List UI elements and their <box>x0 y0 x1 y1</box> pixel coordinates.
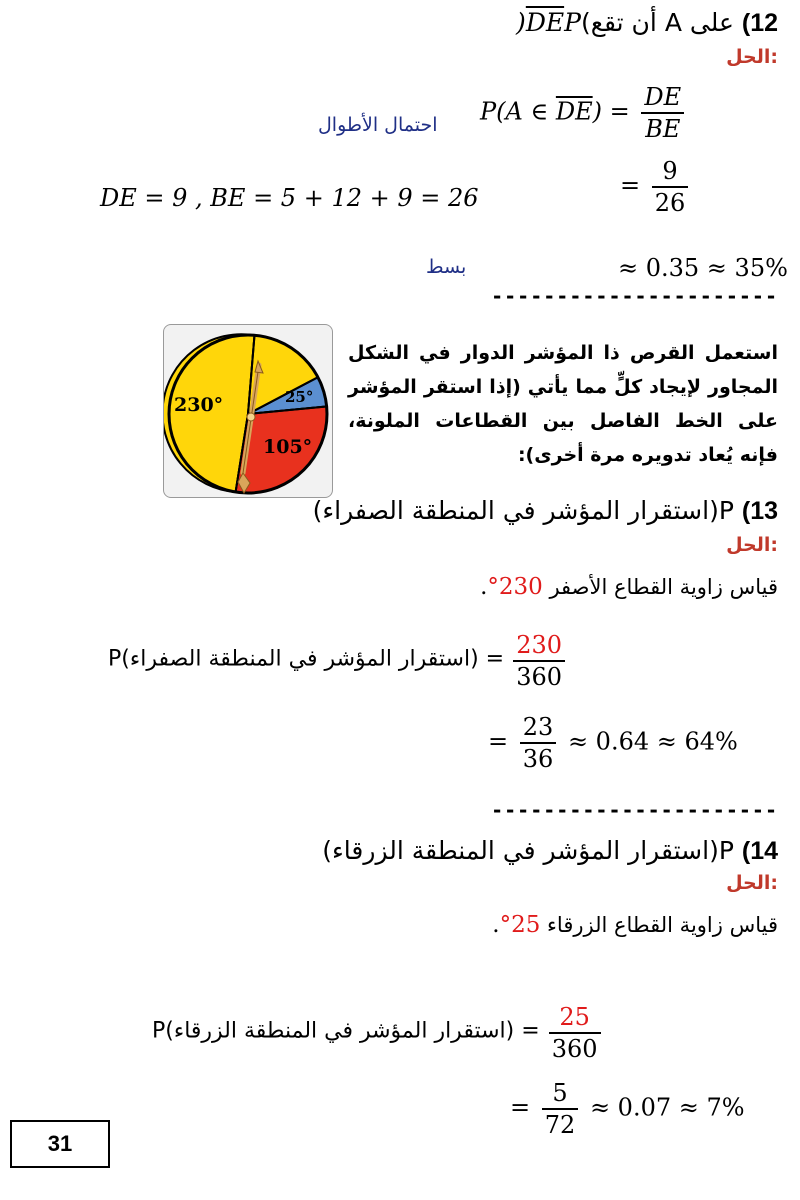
q13-eq1-left: P(استقرار المؤشر في المنطقة الصفراء) = <box>108 646 505 672</box>
q12-eq1: P(A ∈ $\overline{DE}$) = $\frac{DE}{BE}$ <box>480 82 688 144</box>
q13-angle-text: قياس زاوية القطاع الأصفر <box>549 575 778 599</box>
q14-eq1 <box>152 1002 605 1064</box>
q12-eq2-denominator: 26 <box>654 189 686 217</box>
q12-eq2-left: DE = 9 , BE = 5 + 12 + 9 = 26 <box>100 184 479 212</box>
q14-angle-text: قياس زاوية القطاع الزرقاء <box>547 913 778 937</box>
q13-solution-label: الحل: <box>726 534 778 556</box>
q13-eq2-denominator: 36 <box>522 745 554 773</box>
q13-eq1-numerator: 230 <box>513 630 565 662</box>
q12-statement-line <box>516 8 778 38</box>
q12-eq1-numerator: DE <box>641 82 684 114</box>
q12-statement-p: P( <box>516 8 581 37</box>
q14-angle-value: 25° <box>499 912 541 938</box>
q14-eq1-numerator: 25 <box>549 1002 601 1034</box>
q12-eq2: = $\frac{9}{26}$ <box>620 156 692 218</box>
q14-eq1-left: P(استقرار المؤشر في المنطقة الزرقاء) = <box>152 1018 540 1044</box>
q12-eq3: ≈ 0.35 ≈ 35% <box>618 254 788 282</box>
q13-eq2-numerator: 23 <box>520 712 557 744</box>
q12-number: 12) <box>741 9 778 37</box>
separator-2: ---------------------- <box>491 798 778 822</box>
q13-eq2: = $\frac{23}{36}$ ≈ 0.64 ≈ 64% <box>488 713 738 773</box>
page-number: 31 <box>10 1120 110 1168</box>
spinner-figure <box>163 324 333 498</box>
q13-statement: P(استقرار المؤشر في المنطقة الصفراء) <box>312 496 734 525</box>
label-red-angle: 105° <box>263 436 313 458</box>
q14-eq2: = $\frac{5}{72}$ ≈ 0.07 ≈ 7% <box>510 1079 745 1139</box>
q12-eq1-denominator: BE <box>645 115 681 143</box>
q12-statement-segment: $\overline{DE}$ <box>525 8 565 37</box>
q13-eq1 <box>108 630 569 692</box>
q13-number: 13) <box>741 497 778 525</box>
q14-eq1-denominator: 360 <box>551 1035 598 1063</box>
q12-solution-label: الحل: <box>726 46 778 68</box>
q14-eq2-numerator: 5 <box>542 1078 579 1110</box>
label-blue-angle: 25° <box>285 388 314 406</box>
q13-angle-value: 230° <box>487 574 543 600</box>
q12-eq3-note: بسط <box>426 256 467 278</box>
q14-angle-line: قياس زاوية القطاع الزرقاء 25°. <box>492 912 778 938</box>
q14-number: 14) <box>741 837 778 865</box>
q12-eq2-numerator: 9 <box>652 156 689 188</box>
q13-eq1-denominator: 360 <box>516 663 563 691</box>
q14-eq2-rest: ≈ 0.07 ≈ 7% <box>589 1093 745 1122</box>
q12-eq1-note: احتمال الأطوال <box>318 114 438 136</box>
q14-statement: P(استقرار المؤشر في المنطقة الزرقاء) <box>322 836 734 865</box>
q13-statement-line <box>313 496 778 526</box>
q13-angle-line: قياس زاوية القطاع الأصفر 230°. <box>480 574 778 600</box>
q14-solution-label: الحل: <box>726 872 778 894</box>
label-yellow-angle: 230° <box>174 394 224 416</box>
q14-statement-line <box>322 836 778 866</box>
q12-statement-arabic: على A أن تقع) <box>580 8 734 37</box>
q14-eq2-denominator: 72 <box>544 1111 576 1139</box>
spinner-instructions: استعمل القرص ذا المؤشر الدوار في الشكل المجاور لإيجاد كلٍّ مما يأتي (إذا استقر المؤشر على الخط الفاصل بين القطاعات الملونة، فإنه يُعاد تدويره مرة أخرى): <box>348 342 778 466</box>
separator-1: ---------------------- <box>491 284 778 308</box>
spinner-graphic <box>164 325 332 497</box>
q13-eq2-rest: ≈ 0.64 ≈ 64% <box>567 727 738 756</box>
